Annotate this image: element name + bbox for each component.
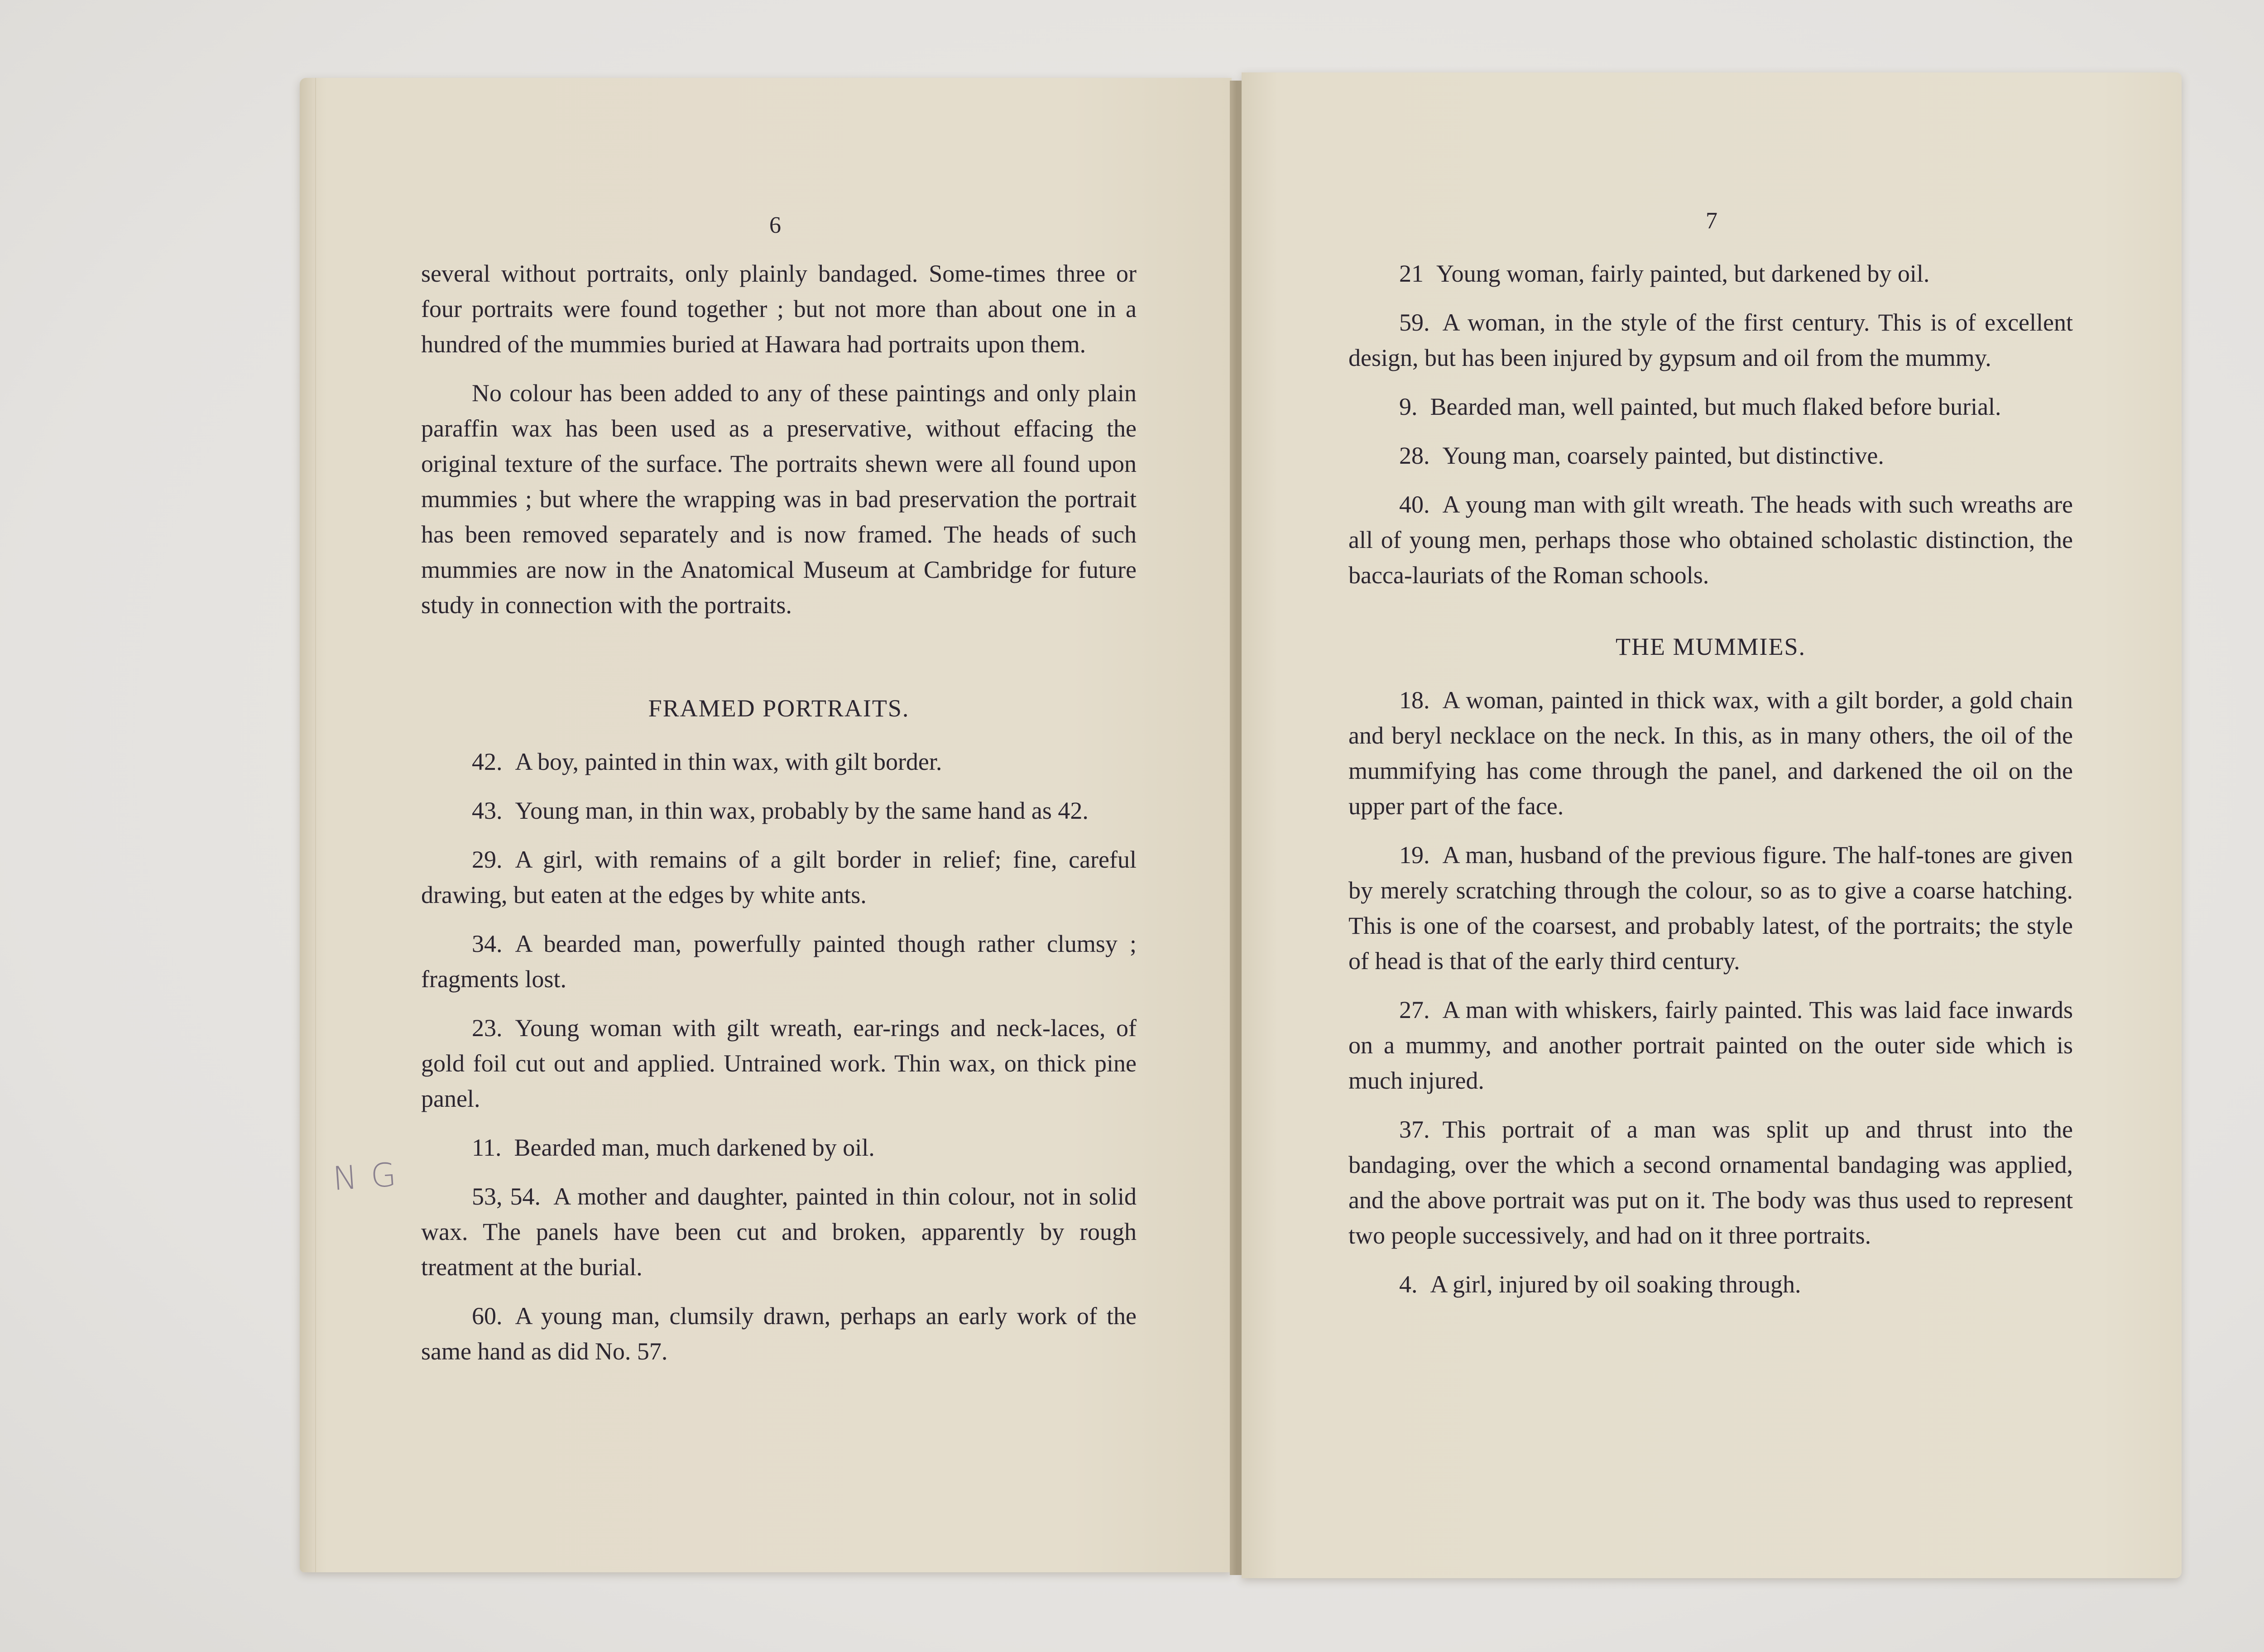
entry-text: Bearded man, well painted, but much flaked before burial. bbox=[1430, 393, 2001, 420]
catalogue-entry bbox=[421, 1010, 1137, 1116]
framed-portraits-list bbox=[421, 744, 1137, 1369]
left-page-text bbox=[421, 256, 1137, 1383]
entry-text: A woman, in the style of the first century. This is of excellent design, but has been injured by gypsum and oil from the mummy. bbox=[1348, 309, 2073, 371]
mummies-list bbox=[1348, 682, 2073, 1302]
entry-text: A girl, with remains of a gilt border in relief; fine, careful drawing, but eaten at the edges by white ants. bbox=[421, 846, 1137, 908]
entry-number: 37. bbox=[1399, 1116, 1430, 1143]
portrait-list-continued bbox=[1348, 256, 2073, 593]
entry-number: 11. bbox=[472, 1134, 502, 1161]
catalogue-entry bbox=[1348, 487, 2073, 593]
entry-text: A bearded man, powerfully painted though rather clumsy ; fragments lost. bbox=[421, 930, 1137, 993]
entry-text: A man, husband of the previous figure. The half-tones are given by merely scratching through the colour, so as to give a coarse hatching. This is one of the coarsest, and probably latest, of the portraits; the style of head is that of the early third century. bbox=[1348, 841, 2073, 975]
entry-text: A girl, injured by oil soaking through. bbox=[1430, 1271, 1801, 1298]
entry-number: 4. bbox=[1399, 1271, 1418, 1298]
entry-number: 21 bbox=[1399, 260, 1424, 287]
catalogue-entry bbox=[421, 793, 1137, 828]
entry-text: A mother and daughter, painted in thin colour, not in solid wax. The panels have been cut and broken, apparently by rough treatment at the burial. bbox=[421, 1183, 1137, 1281]
catalogue-entry bbox=[1348, 1267, 2073, 1302]
entry-number: 28. bbox=[1399, 442, 1430, 469]
page-number-right: 7 bbox=[1706, 208, 1717, 234]
entry-number: 34. bbox=[472, 930, 503, 957]
entry-number: 59. bbox=[1399, 309, 1430, 336]
section-heading-the-mummies: THE MUMMIES. bbox=[1615, 633, 1806, 660]
entry-text: A woman, painted in thick wax, with a gilt border, a gold chain and beryl necklace on the neck. In this, as in many others, the oil of the mummifying has come through the panel, and darkened the oil on the upper part of the face. bbox=[1348, 687, 2073, 820]
entry-text: A boy, painted in thin wax, with gilt border. bbox=[515, 748, 942, 775]
entry-number: 40. bbox=[1399, 491, 1430, 518]
entry-text: A man with whiskers, fairly painted. This was laid face inwards on a mummy, and another portrait painted on the outer side which is much injured. bbox=[1348, 996, 2073, 1094]
entry-number: 9. bbox=[1399, 393, 1418, 420]
entry-number: 60. bbox=[472, 1302, 503, 1330]
entry-text: A young man, clumsily drawn, perhaps an early work of the same hand as did No. 57. bbox=[421, 1302, 1137, 1365]
entry-number: 53, 54. bbox=[472, 1183, 541, 1210]
catalogue-entry bbox=[1348, 389, 2073, 424]
entry-number: 43. bbox=[472, 797, 503, 824]
catalogue-entry bbox=[421, 842, 1137, 912]
entry-text: Bearded man, much darkened by oil. bbox=[514, 1134, 875, 1161]
entry-number: 27. bbox=[1399, 996, 1430, 1023]
entry-text: Young woman with gilt wreath, ear-rings and neck-laces, of gold foil cut out and applied. Untrained work. Thin wax, on thick pine panel. bbox=[421, 1014, 1137, 1112]
catalogue-entry bbox=[421, 1130, 1137, 1165]
catalogue-entry bbox=[1348, 256, 2073, 291]
catalogue-entry bbox=[421, 1179, 1137, 1285]
entry-text: A young man with gilt wreath. The heads with such wreaths are all of young men, perhaps those who obtained scholastic distinction, the bacca-lauriats of the Roman schools. bbox=[1348, 491, 2073, 589]
paragraph: several without portraits, only plainly bandaged. Some-times three or four portraits were found together ; but not more than about one in a hundred of the mummies buried at Hawara had portraits upon them. bbox=[421, 260, 1137, 358]
pencil-margin-annotation: NG bbox=[331, 1154, 411, 1198]
right-page-text bbox=[1348, 256, 2073, 1316]
page-number-left: 6 bbox=[769, 212, 781, 238]
catalogue-entry bbox=[1348, 1112, 2073, 1253]
catalogue-entry bbox=[1348, 438, 2073, 473]
entry-number: 18. bbox=[1399, 687, 1430, 714]
entry-text: Young woman, fairly painted, but darkened by oil. bbox=[1436, 260, 1930, 287]
section-heading-framed-portraits: FRAMED PORTRAITS. bbox=[648, 695, 910, 722]
catalogue-entry bbox=[421, 1298, 1137, 1369]
catalogue-entry bbox=[421, 926, 1137, 997]
catalogue-entry bbox=[1348, 992, 2073, 1098]
entry-text: Young man, coarsely painted, but distinctive. bbox=[1442, 442, 1884, 469]
catalogue-entry bbox=[1348, 837, 2073, 979]
catalogue-entry bbox=[1348, 305, 2073, 375]
entry-number: 19. bbox=[1399, 841, 1430, 869]
entry-number: 29. bbox=[472, 846, 503, 873]
catalogue-entry bbox=[421, 744, 1137, 779]
paragraph: No colour has been added to any of these paintings and only plain paraffin wax has been used as a preservative, without effacing the original texture of the surface. The portraits shewn were all found upon mummies ; but where the wrapping was in bad preservation the portrait has been removed separately and is now framed. The heads of such mummies are now in the Anatomical Museum at Cambridge for future study in connection with the portraits. bbox=[421, 379, 1137, 619]
entry-number: 23. bbox=[472, 1014, 503, 1042]
entry-number: 42. bbox=[472, 748, 503, 775]
catalogue-entry bbox=[1348, 682, 2073, 824]
entry-text: Young man, in thin wax, probably by the same hand as 42. bbox=[515, 797, 1089, 824]
entry-text: This portrait of a man was split up and thrust into the bandaging, over the which a second ornamental bandaging was applied, and the above portrait was put on it. The body was thus used to represent two people successively, and had on it three portraits. bbox=[1348, 1116, 2073, 1249]
